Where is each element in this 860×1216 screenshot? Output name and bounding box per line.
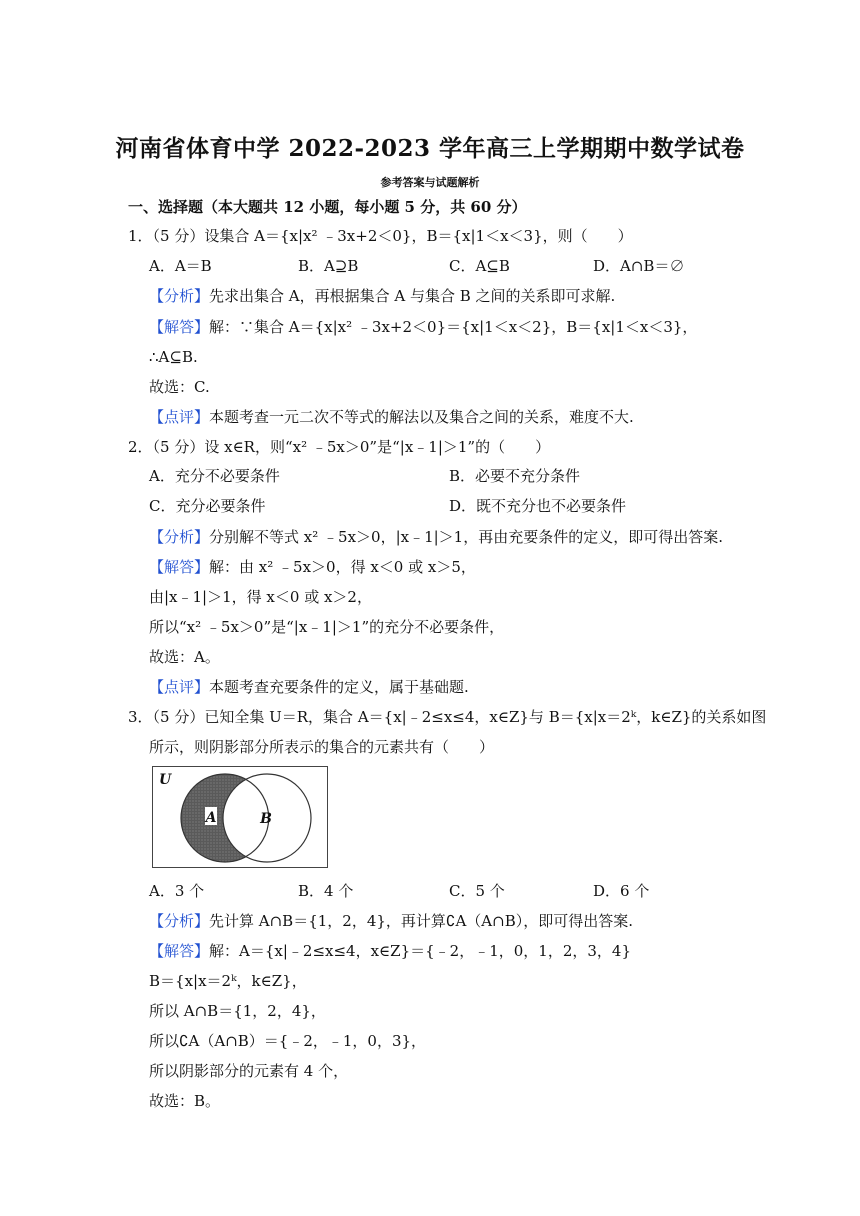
- q2-solution-line3: 所以“x² ﹣5x＞0”是“|x﹣1|＞1”的充分不必要条件，: [149, 618, 505, 636]
- q3-option-d: D．6 个: [593, 882, 650, 900]
- q1-solution: [149, 317, 697, 337]
- q1-comment: [149, 407, 634, 427]
- comment-tag: 【点评】: [149, 678, 210, 696]
- q2-stem: 2．（5 分）设 x∈R，则“x² ﹣5x＞0”是“|x﹣1|＞1”的（ ）: [128, 438, 551, 456]
- comment-tag: 【点评】: [149, 408, 210, 426]
- q1-comment-text: 本题考查一元二次不等式的解法以及集合之间的关系，难度不大.: [209, 408, 634, 426]
- universe-label: U: [159, 772, 172, 788]
- q3-solution-line5: 所以阴影部分的元素有 4 个，: [149, 1062, 349, 1080]
- q1-analysis-text: 先求出集合 A，再根据集合 A 与集合 B 之间的关系即可求解.: [209, 287, 616, 305]
- q2-analysis: [149, 527, 723, 547]
- q3-solution-line2: B＝{x|x＝2ᵏ，k∈Z}，: [149, 972, 307, 990]
- q3-choice: 故选：B。: [149, 1092, 221, 1110]
- section-heading: 一、选择题（本大题共 12 小题，每小题 5 分，共 60 分）: [128, 198, 527, 216]
- q3-stem-line2: 所示，则阴影部分所表示的集合的元素共有（ ）: [149, 738, 495, 756]
- analysis-tag: 【分析】: [149, 912, 210, 930]
- page-title: 河南省体育中学 2022-2023 学年高三上学期期中数学试卷: [115, 135, 745, 162]
- q3-solution-line4: 所以∁A（A∩B）＝{﹣2，﹣1，0，3}，: [149, 1032, 427, 1050]
- q1-solution-text: 解：∵集合 A＝{x|x² ﹣3x+2＜0}＝{x|1＜x＜2}，B＝{x|1＜x＜3}，: [209, 318, 698, 336]
- q1-choice: 故选：C.: [149, 378, 210, 396]
- q2-solution-text: 解：由 x² ﹣5x＞0，得 x＜0 或 x＞5，: [209, 558, 476, 576]
- q3-solution-text: 解：A＝{x|﹣2≤x≤4，x∈Z}＝{﹣2，﹣1，0，1，2，3，4}: [209, 942, 632, 960]
- q3-analysis: [149, 911, 633, 931]
- q1-analysis: [149, 286, 615, 306]
- analysis-tag: 【分析】: [149, 287, 210, 305]
- q2-solution-line2: 由|x﹣1|＞1，得 x＜0 或 x＞2，: [149, 588, 372, 606]
- solution-tag: 【解答】: [149, 318, 210, 336]
- q2-option-a: A．充分不必要条件: [149, 467, 280, 485]
- q2-comment: [149, 677, 469, 697]
- q2-option-b: B．必要不充分条件: [449, 467, 581, 485]
- venn-svg: [153, 767, 329, 869]
- set-b-label: B: [260, 811, 272, 827]
- q3-option-b: B．4 个: [298, 882, 354, 900]
- q2-comment-text: 本题考查充要条件的定义，属于基础题.: [209, 678, 469, 696]
- q2-solution: [149, 557, 476, 577]
- q2-analysis-text: 分别解不等式 x² ﹣5x＞0，|x﹣1|＞1，再由充要条件的定义，即可得出答案.: [209, 528, 723, 546]
- q3-solution: [149, 941, 631, 961]
- q1-option-b: B．A⊇B: [298, 257, 359, 275]
- page-subtitle: 参考答案与试题解析: [380, 176, 480, 189]
- q2-option-d: D．既不充分也不必要条件: [449, 497, 627, 515]
- q3-stem: 3．（5 分）已知全集 U＝R，集合 A＝{x|﹣2≤x≤4，x∈Z}与 B＝{x|x＝2ᵏ，k∈Z}的关系如图: [128, 708, 767, 726]
- q3-solution-line3: 所以 A∩B＝{1，2，4}，: [149, 1002, 326, 1020]
- q1-stem: 1．（5 分）设集合 A＝{x|x² ﹣3x+2＜0}，B＝{x|1＜x＜3}，则（ ）: [128, 227, 633, 245]
- solution-tag: 【解答】: [149, 558, 210, 576]
- q1-option-c: C．A⊆B: [449, 257, 510, 275]
- q1-option-a: A．A＝B: [149, 257, 212, 275]
- set-a-label: A: [205, 810, 217, 826]
- q3-option-a: A．3 个: [149, 882, 205, 900]
- venn-diagram: [152, 766, 328, 868]
- q3-option-c: C．5 个: [449, 882, 505, 900]
- q2-choice: 故选：A。: [149, 648, 220, 666]
- analysis-tag: 【分析】: [149, 528, 210, 546]
- q2-option-c: C．充分必要条件: [149, 497, 266, 515]
- q3-analysis-text: 先计算 A∩B＝{1，2，4}，再计算∁A（A∩B），即可得出答案.: [209, 912, 633, 930]
- solution-tag: 【解答】: [149, 942, 210, 960]
- q1-solution-line2: ∴A⊆B.: [149, 348, 198, 366]
- q1-option-d: D．A∩B＝∅: [593, 257, 685, 275]
